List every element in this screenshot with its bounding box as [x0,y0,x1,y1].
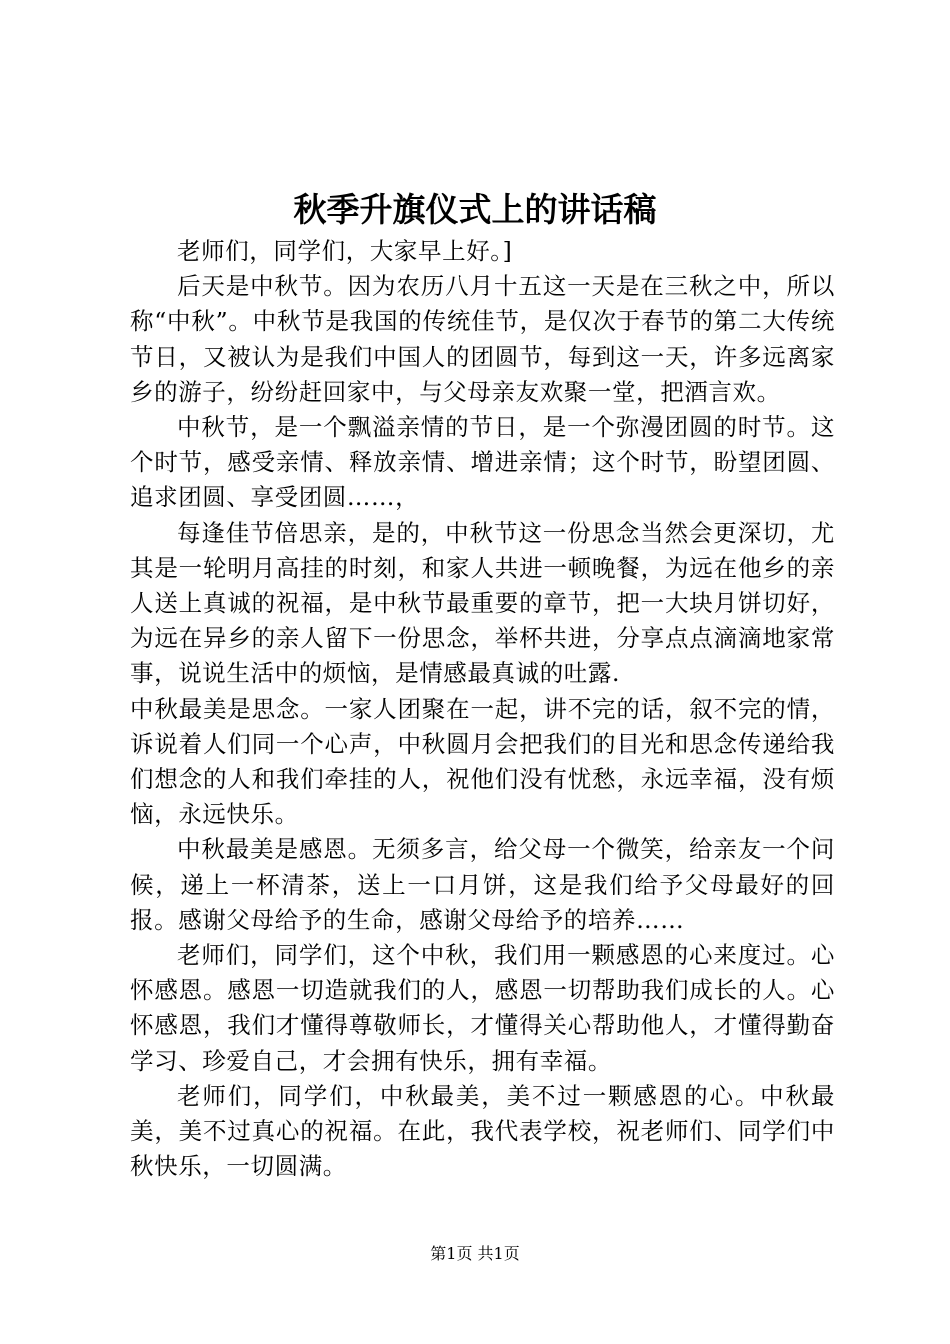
paragraph-closing: 老师们，同学们，中秋最美，美不过一颗感恩的心。中秋最美，美不过真心的祝福。在此，我代表学校，祝老师们、同学们中秋快乐，一切圆满。 [130,1081,835,1181]
paragraph-gratitude: 中秋最美是感恩。无须多言，给父母一个微笑，给亲友一个问候，递上一杯清茶，送上一口月饼，这是我们给予父母最好的回报。感谢父母给予的生命，感谢父母给予的培养…… [130,835,835,934]
paragraph-intro: 后天是中秋节。因为农历八月十五这一天是在三秋之中，所以称“中秋”。中秋节是我国的传统佳节，是仅次于春节的第二大传统节日，又被认为是我们中国人的团圆节，每到这一天，许多远离家乡的游子，纷纷赶回家中，与父母亲友欢聚一堂，把酒言欢。 [130,272,835,406]
document-body [130,234,835,1184]
paragraph-family: 中秋节，是一个飘溢亲情的节日，是一个弥漫团圆的时节。这个时节，感受亲情、释放亲情、增进亲情；这个时节，盼望团圆、追求团圆、享受团圆……， [130,413,835,512]
paragraph-missing-family: 每逢佳节倍思亲，是的，中秋节这一份思念当然会更深切，尤其是一轮明月高挂的时刻，和家人共进一顿晚餐，为远在他乡的亲人送上真诚的祝福，是中秋节最重要的章节，把一大块月饼切好，为远在异乡的亲人留下一份思念，举杯共进，分享点点滴滴地家常事，说说生活中的烦恼，是情感最真诚的吐露. [130,518,835,688]
paragraph-greeting: 老师们，同学们，大家早上好。] [177,237,513,265]
paragraph-missing: 中秋最美是思念。一家人团聚在一起，讲不完的话，叙不完的情，诉说着人们同一个心声，中秋圆月会把我们的目光和思念传递给我们想念的人和我们牵挂的人，祝他们没有忧愁，永远幸福，没有烦恼，永远快乐。 [130,694,835,829]
paragraph-thankful-heart: 老师们，同学们，这个中秋，我们用一颗感恩的心来度过。心怀感恩。感恩一切造就我们的人，感恩一切帮助我们成长的人。心怀感恩，我们才懂得尊敬师长，才懂得关心帮助他人，才懂得勤奋学习、珍爱自己，才会拥有快乐，拥有幸福。 [130,941,835,1075]
document-title: 秋季升旗仪式上的讲话稿 [293,190,657,229]
page-number: 第1页 共1页 [430,1244,520,1263]
